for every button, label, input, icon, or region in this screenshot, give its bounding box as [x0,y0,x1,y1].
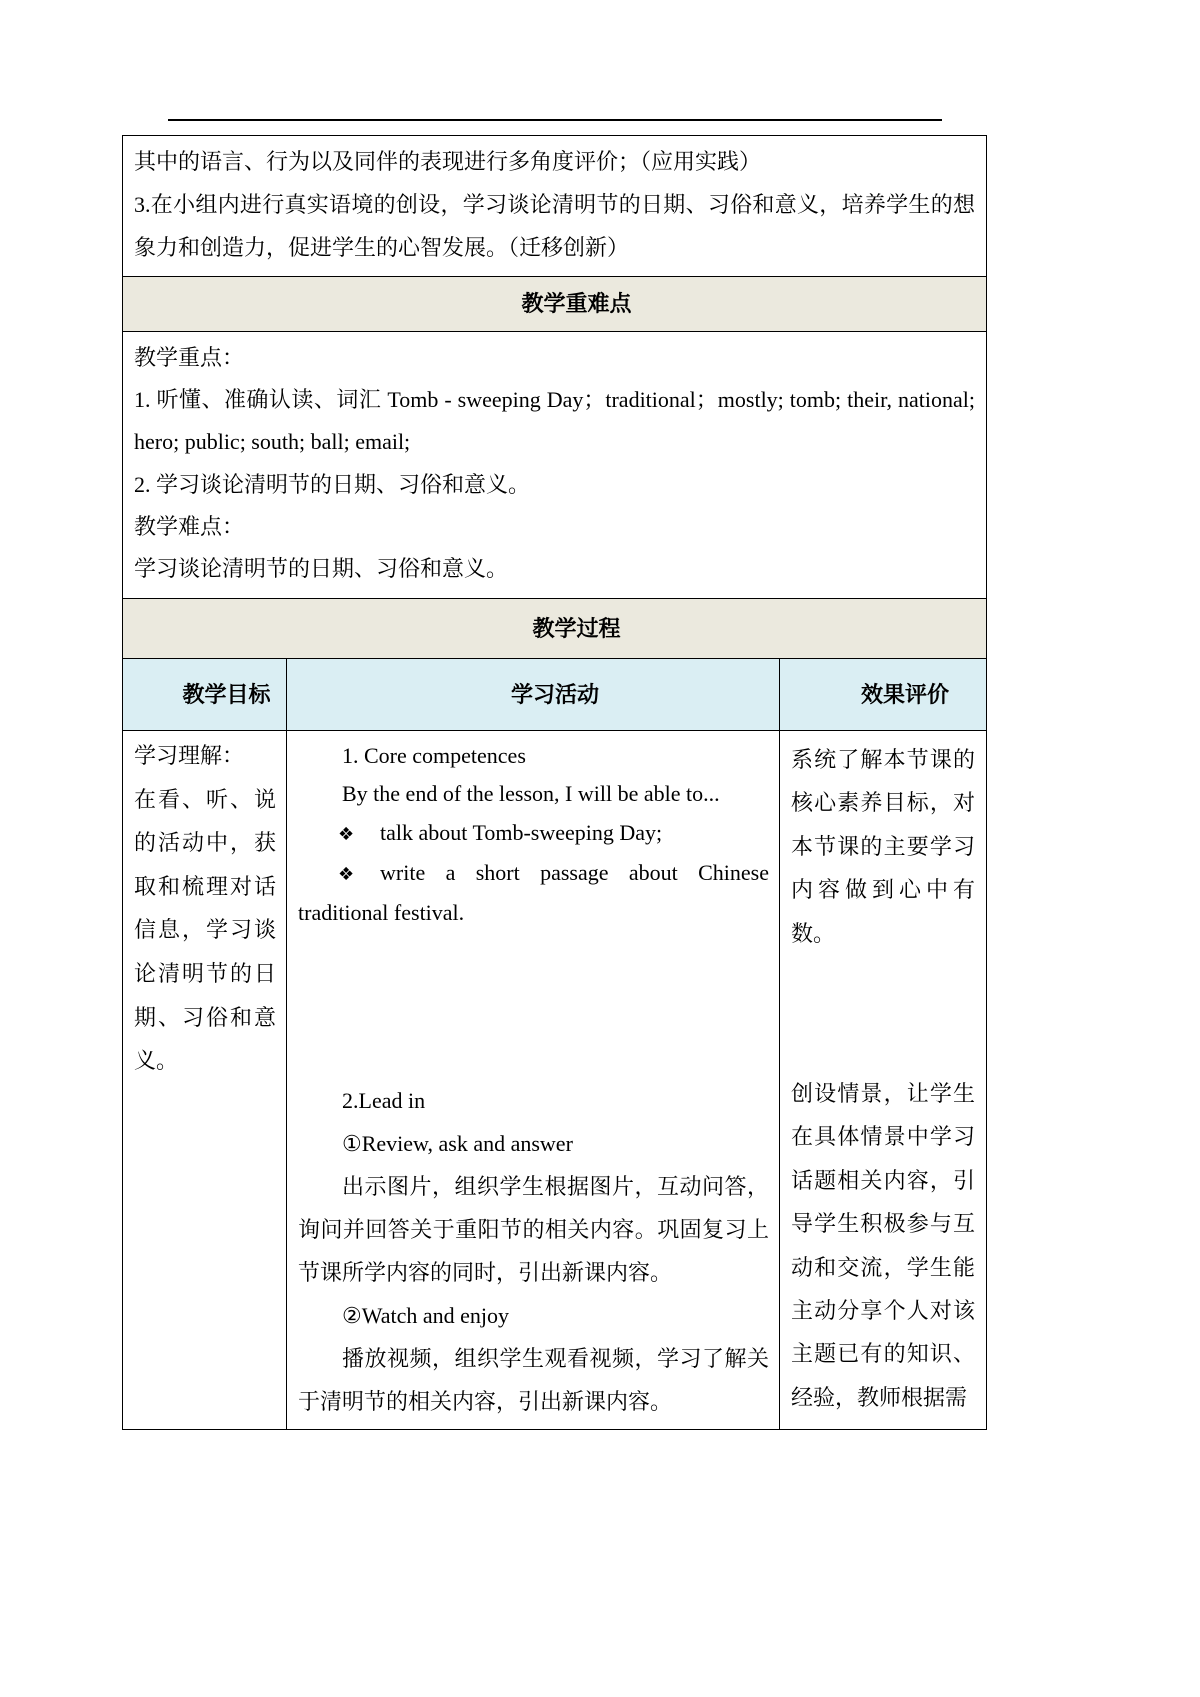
diamond-bullet-icon: ❖ [338,823,355,845]
column-header-evaluation: 效果评价 [779,659,986,730]
key-point-item-1: 1. 听懂、准确认读、词汇 Tomb - sweeping Day；traditional；mostly; tomb; their, national; hero; public; south; ball; email; [134,387,975,455]
column-header-goals: 教学目标 [182,682,271,707]
objectives-continuation-row [123,136,986,277]
diamond-bullet-icon: ❖ [338,863,355,885]
lead-in-step1-title: ①Review, ask and answer [342,1131,573,1156]
core-bullet-1 [298,814,769,854]
lesson-plan-table [122,135,987,1430]
objective-item-2-continuation: 其中的语言、行为以及同伴的表现进行多角度评价；（应用实践） [134,149,762,174]
difficult-point-text: 学习谈论清明节的日期、习俗和意义。 [134,556,509,582]
goals-cell [123,731,286,1429]
goal-text: 在看、听、说的活动中，获取和梳理对话信息，学习谈论清明节的日期、习俗和意义。 [134,786,276,1074]
lead-in-step1-text: 出示图片，组织学生根据图片，互动问答，询问并回答关于重阳节的相关内容。巩固复习上节课所学内容的同时，引出新课内容。 [298,1174,769,1285]
process-column-header-row [123,659,986,731]
evaluation-cell [779,731,986,1429]
core-competences-intro: By the end of the lesson, I will be able to... [342,781,720,807]
process-header-text: 教学过程 [532,616,621,641]
key-points-label: 教学重点： [134,345,245,370]
process-section-header [123,599,986,659]
core-bullet-2 [298,854,769,933]
core-bullet-1-text: talk about Tomb-sweeping Day; [380,819,663,845]
difficult-points-label: 教学难点： [134,513,245,539]
lead-in-step2-title: ②Watch and enjoy [342,1303,510,1328]
activities-cell [286,731,779,1429]
core-competences-title: 1. Core competences [342,743,526,768]
column-header-activities: 学习活动 [286,659,779,730]
process-content-row [123,731,986,1429]
core-bullet-2-text: write a short passage about Chinese traditional festival. [298,859,769,926]
key-point-item-2: 2. 学习谈论清明节的日期、习俗和意义。 [134,471,531,497]
lead-in-block [298,1079,769,1423]
lead-in-step2-text: 播放视频，组织学生观看视频，学习了解关于清明节的相关内容，引出新课内容。 [298,1346,769,1414]
key-difficult-header-text: 教学重难点 [521,291,632,316]
objective-item-3: 3.在小组内进行真实语境的创设，学习谈论清明节的日期、习俗和意义，培养学生的想象力和创造力，促进学生的心智发展。（迁移创新） [134,192,975,260]
key-difficult-content-row [123,332,986,599]
goal-label: 学习理解： [134,743,245,768]
evaluation-text-1: 系统了解本节课的核心素养目标，对本节课的主要学习内容做到心中有数。 [791,747,975,946]
key-difficult-section-header [123,277,986,332]
core-competences-block [298,737,769,932]
evaluation-text-2: 创设情景，让学生在具体情景中学习话题相关内容，引导学生积极参与互动和交流，学生能主动分享个人对该主题已有的知识、经验，教师根据需 [791,1081,975,1410]
lead-in-title: 2.Lead in [342,1088,426,1113]
header-rule [168,119,942,121]
